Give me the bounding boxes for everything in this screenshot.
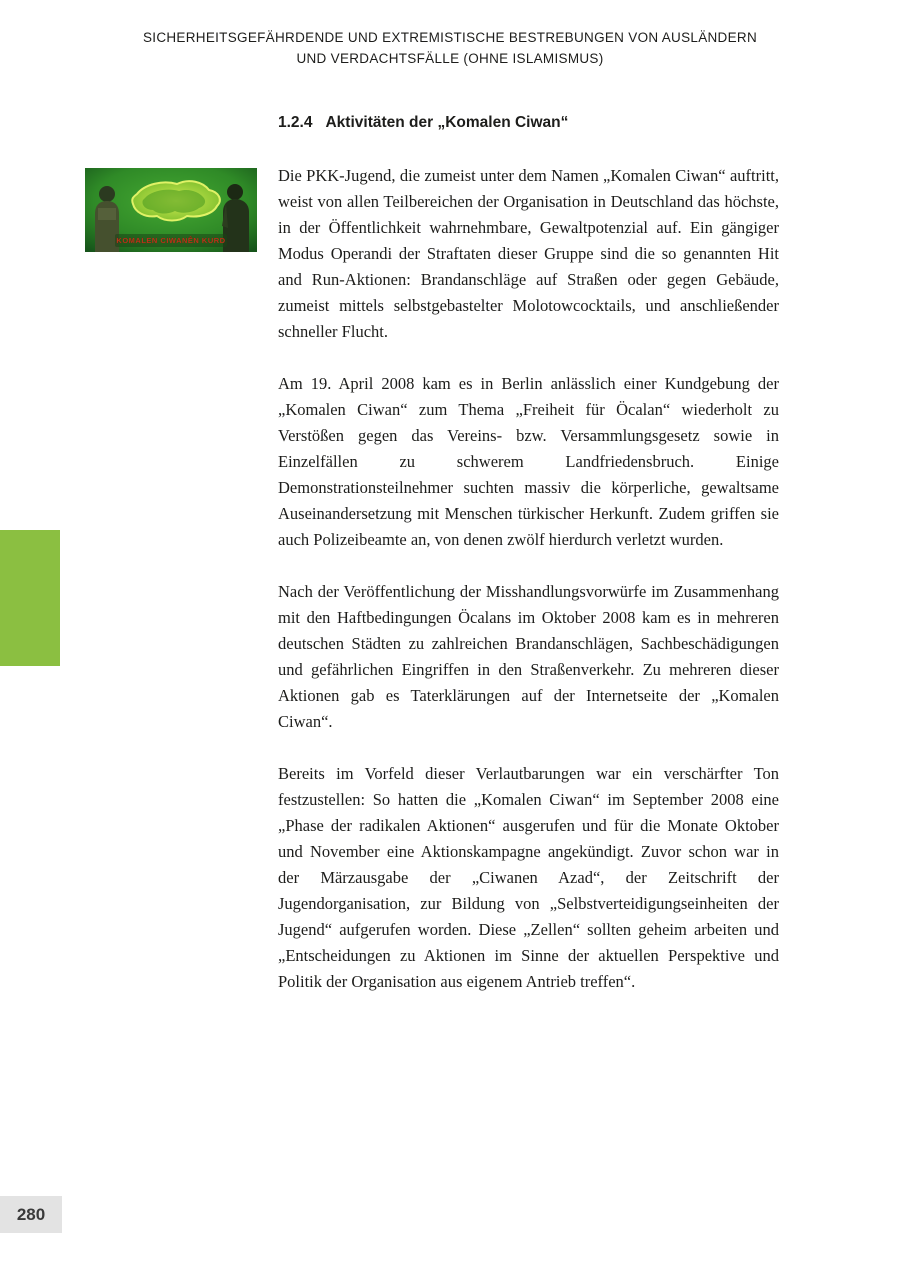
kurdistan-map-inner [142, 190, 205, 214]
running-header-line2: UND VERDACHTSFÄLLE (OHNE ISLAMISMUS) [296, 51, 604, 66]
running-header-line1: SICHERHEITSGEFÄHRDENDE UND EXTREMISTISCHE BESTREBUNGEN VON AUSLÄNDERN [142, 30, 758, 45]
paragraph-3: Nach der Veröffentlichung der Misshandlungsvorwürfe im Zusammenhang mit den Haftbedingungen Öcalans im Oktober 2008 kam es in mehreren deutschen Städten zu zahlreichen Brandanschlägen, Sachbeschädigungen und gefährlichen Eingriffen in den Straßenverkehr. Zu mehreren dieser Aktionen gab es Taterklärungen auf der Internetseite der „Komalen Ciwan“. [278, 582, 779, 731]
paragraph-1: Die PKK-Jugend, die zumeist unter dem Namen „Komalen Ciwan“ auftritt, weist von allen Teilbereichen der Organisation in Deutschland das höchste, in der Öffentlichkeit wahrnehmbare, Gewaltpotenzial auf. Ein gängiger Modus Operandi der Straftaten dieser Gruppe sind die so genannten Hit and Run-Aktionen: Brandanschläge auf Straßen oder gegen Gebäude, zumeist mittels selbstgebastelter Molotowcocktails, und anschließender schneller Flucht. [278, 166, 779, 341]
body-text-column [278, 163, 779, 995]
page-number: 280 [16, 1204, 46, 1224]
section-title: Aktivitäten der „Komalen Ciwan“ [325, 114, 569, 131]
chapter-side-tab [0, 530, 60, 666]
komalen-ciwan-banner-image [85, 168, 257, 252]
page-number-box [0, 1196, 62, 1233]
paragraph-2: Am 19. April 2008 kam es in Berlin anlässlich einer Kundgebung der „Komalen Ciwan“ zum Thema „Freiheit für Öcalan“ wiederholt zu Verstößen gegen das Vereins- bzw. Versammlungsgesetz sowie in Einzelfällen zu schwerem Landfriedensbruch. Einige Demonstrationsteilnehmer suchten massiv die körperliche, gewaltsame Auseinandersetzung mit Menschen türkischer Herkunft. Zudem griffen sie auch Polizeibeamte an, von denen zwölf hierdurch verletzt wurden. [278, 374, 779, 549]
running-header [60, 27, 840, 69]
section-heading [278, 114, 568, 132]
section-number: 1.2.4 [278, 114, 313, 131]
paragraph-4: Bereits im Vorfeld dieser Verlautbarungen war ein verschärfter Ton festzustellen: So hatten die „Komalen Ciwan“ im September 2008 eine „Phase der radikalen Aktionen“ ausgerufen und für die Monate Oktober und November eine Aktionskampagne angekündigt. Zuvor schon war in der Märzausgabe der „Ciwanen Azad“, der Zeitschrift der Jugendorganisation, zur Bildung von „Selbstverteidigungseinheiten der Jugend“ aufgerufen worden. Diese „Zellen“ sollten geheim arbeiten und „Entscheidungen zu Aktionen im Sinne der aktuellen Perspektive und Politik der Organisation aus eigenem Antrieb treffen“. [278, 764, 779, 991]
banner-caption-text: KOMALEN CIWANÊN KURD [116, 236, 226, 245]
